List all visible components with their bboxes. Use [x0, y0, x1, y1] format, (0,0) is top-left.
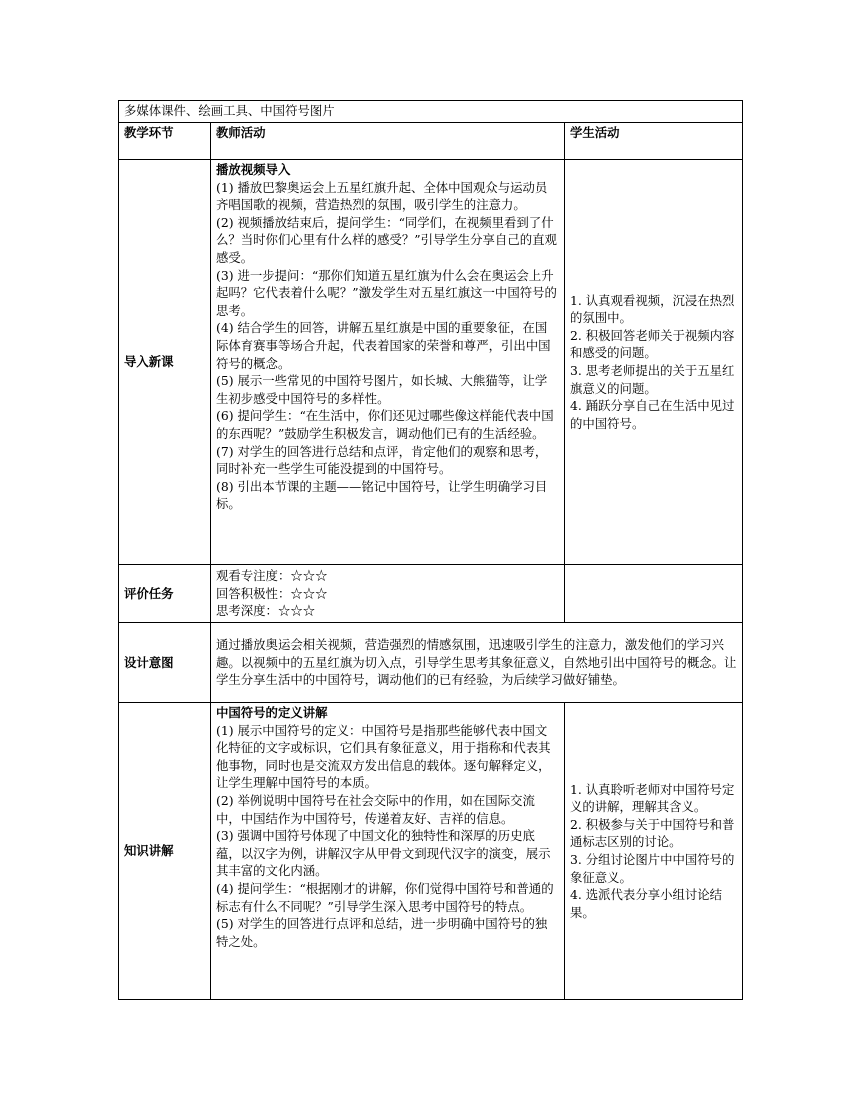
design-intent-text: 通过播放奥运会相关视频，营造强烈的情感氛围，迅速吸引学生的注意力，激发他们的学习兴趣。以视频中的五星红旗为切入点，引导学生思考其象征意义，自然地引出中国符号的概念。让学生分享生活中的中国符号，调动他们的已有经验，为后续学习做好铺垫。 [211, 623, 743, 703]
knowledge-title: 中国符号的定义讲解 [216, 705, 328, 720]
intro-step: (5) 展示一些常见的中国符号图片，如长城、大熊猫等，让学生初步感受中国符号的多样性。 [216, 373, 548, 406]
knowledge-step: (4) 提问学生：“根据刚才的讲解，你们觉得中国符号和普通的标志有什么不同呢？”引导学生深入思考中国符号的特点。 [216, 880, 554, 914]
evaluation-empty-cell [565, 565, 743, 623]
knowledge-step: (3) 强调中国符号体现了中国文化的独特性和深厚的历史底蕴，以汉字为例，讲解汉字从甲骨文到现代汉字的演变，展示其丰富的文化内涵。 [216, 828, 551, 879]
header-student-activity: 学生活动 [565, 123, 743, 160]
knowledge-student-item: 4. 选派代表分享小组讨论结果。 [570, 887, 723, 920]
knowledge-student-item: 1. 认真聆听老师对中国符号定义的讲解，理解其含义。 [570, 781, 735, 815]
header-stage: 教学环节 [119, 123, 211, 160]
knowledge-step: (5) 对学生的回答进行点评和总结，进一步明确中国符号的独特之处。 [216, 916, 548, 949]
design-row [119, 623, 743, 703]
lesson-plan-table [118, 100, 743, 1000]
intro-step: (2) 视频播放结束后，提问学生：“同学们，在视频里看到了什么？当时你们心里有什么样的感受？”引导学生分享自己的直观感受。 [216, 214, 557, 265]
materials-row [119, 101, 743, 123]
intro-title: 播放视频导入 [216, 162, 291, 177]
intro-student-item: 4. 踊跃分享自己在生活中见过的中国符号。 [570, 398, 735, 431]
knowledge-stage-label: 知识讲解 [119, 703, 211, 1000]
intro-step: (3) 进一步提问：“那你们知道五星红旗为什么会在奥运会上升起吗？它代表着什么呢？”激发学生对五星红旗这一中国符号的思考。 [216, 267, 557, 318]
header-teacher-activity: 教师活动 [211, 123, 565, 160]
intro-row [119, 160, 743, 565]
knowledge-student-item: 2. 积极参与关于中国符号和普通标志区别的讨论。 [570, 816, 735, 850]
evaluation-items [211, 565, 565, 623]
intro-stage-label: 导入新课 [119, 160, 211, 565]
knowledge-step: (1) 展示中国符号的定义：中国符号是指那些能够代表中国文化特征的文字或标识，它们具有象征意义，用于指称和代表其他事物，同时也是交流双方发出信息的载体。逐句解释定义，让学生理解中国符号的本质。 [216, 722, 551, 791]
knowledge-student-activity [565, 703, 743, 1000]
evaluation-row [119, 565, 743, 623]
intro-step: (8) 引出本节课的主题——铭记中国符号，让学生明确学习目标。 [216, 478, 548, 512]
header-row [119, 123, 743, 160]
intro-student-item: 1. 认真观看视频，沉浸在热烈的氛围中。 [570, 292, 735, 326]
evaluation-item: 回答积极性：☆☆☆ [216, 585, 328, 601]
knowledge-step: (2) 举例说明中国符号在社会交际中的作用，如在国际交流中，中国结作为中国符号，传递着友好、吉祥的信息。 [216, 792, 535, 826]
knowledge-row [119, 703, 743, 1000]
intro-student-activity [565, 160, 743, 565]
knowledge-student-item: 3. 分组讨论图片中中国符号的象征意义。 [570, 852, 735, 885]
intro-step: (4) 结合学生的回答，讲解五星红旗是中国的重要象征，在国际体育赛事等场合升起，代表着国家的荣誉和尊严，引出中国符号的概念。 [216, 320, 551, 371]
intro-step: (7) 对学生的回答进行总结和点评，肯定他们的观察和思考，同时补充一些学生可能没提到的中国符号。 [216, 443, 548, 477]
intro-teacher-activity [211, 160, 565, 565]
design-stage-label: 设计意图 [119, 623, 211, 703]
evaluation-item: 思考深度：☆☆☆ [216, 603, 316, 619]
intro-student-item: 2. 积极回答老师关于视频内容和感受的问题。 [570, 327, 735, 361]
intro-step: (6) 提问学生：“在生活中，你们还见过哪些像这样能代表中国的东西呢？”鼓励学生积极发言，调动他们已有的生活经验。 [216, 408, 554, 441]
evaluation-item: 观看专注度：☆☆☆ [216, 568, 328, 584]
knowledge-teacher-activity [211, 703, 565, 1000]
evaluation-stage-label: 评价任务 [119, 565, 211, 623]
materials-cell: 多媒体课件、绘画工具、中国符号图片 [119, 101, 743, 123]
intro-step: (1) 播放巴黎奥运会上五星红旗升起、全体中国观众与运动员齐唱国歌的视频，营造热烈的氛围，吸引学生的注意力。 [216, 179, 548, 213]
intro-student-item: 3. 思考老师提出的关于五星红旗意义的问题。 [570, 363, 735, 396]
